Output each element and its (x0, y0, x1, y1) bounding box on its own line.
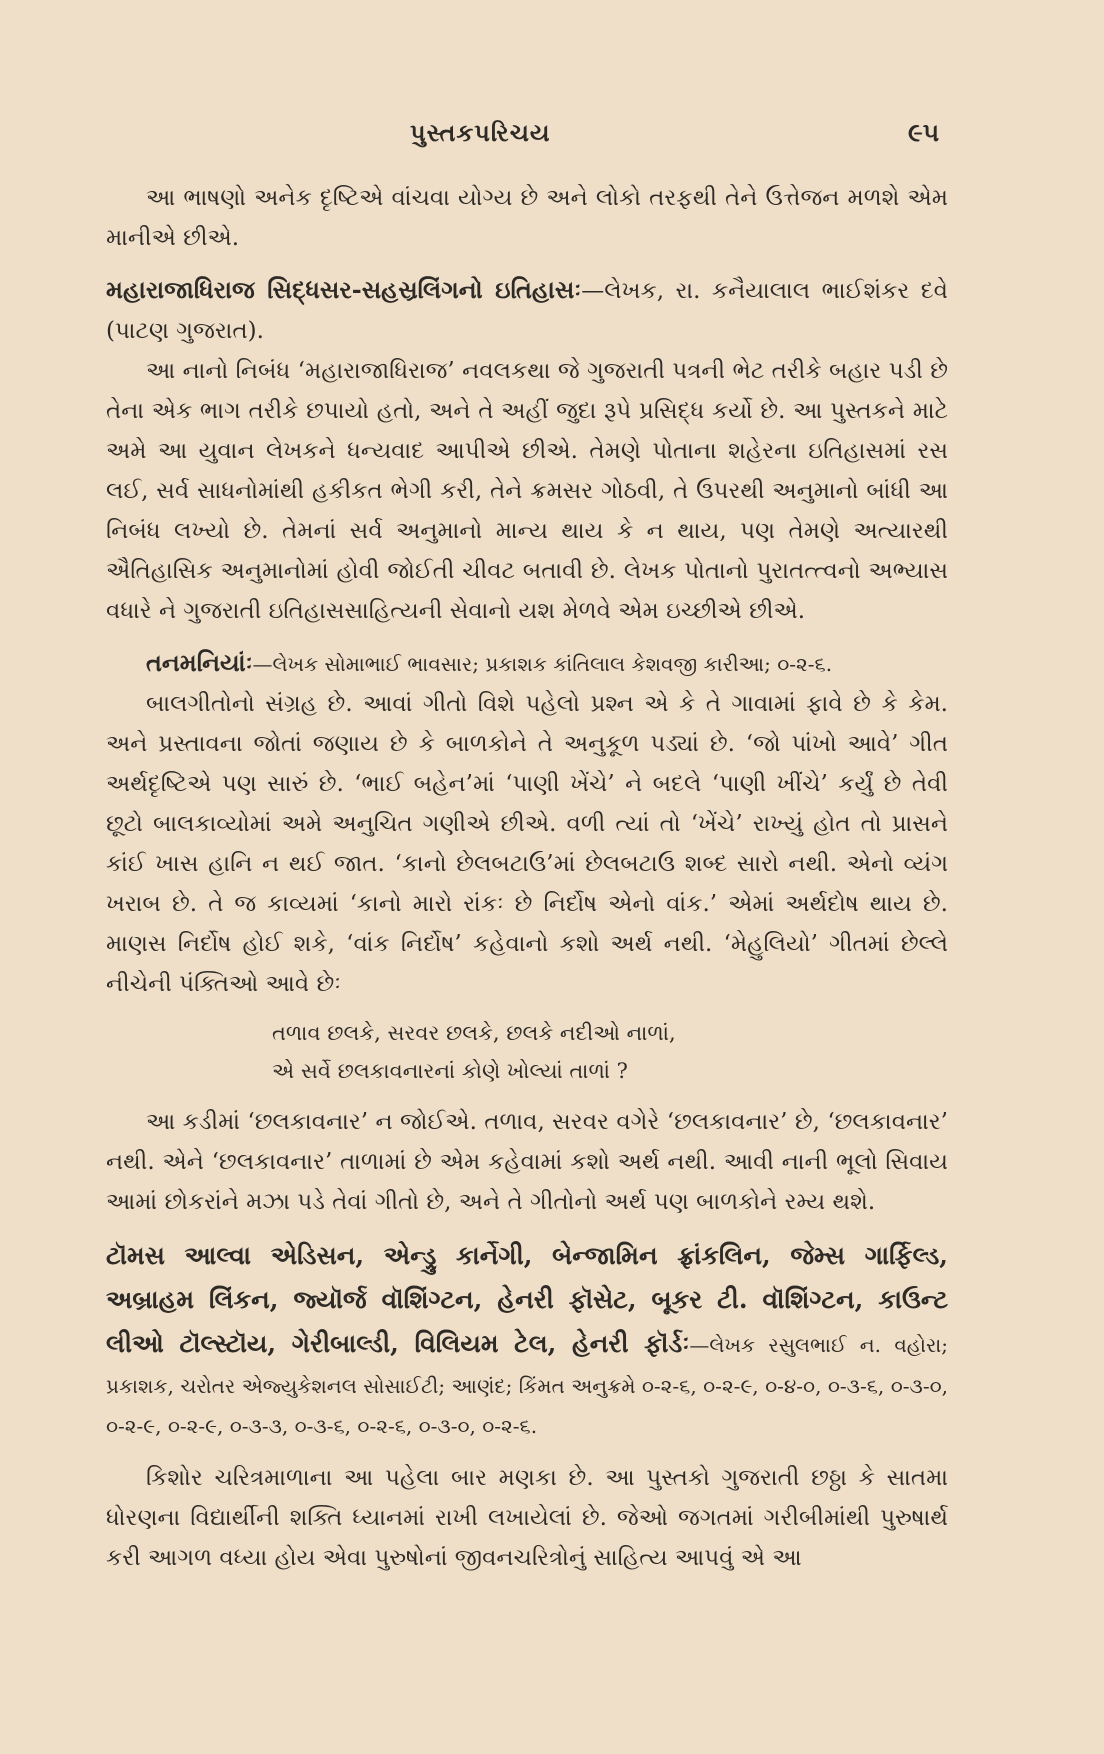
review-entry-heading (106, 1234, 948, 1446)
verse-line: તળાવ છલકે, સરવર છલકે, છલકે નદીઓ નાળાં, (272, 1021, 676, 1045)
book-title: તનમનિયાંઃ (146, 648, 253, 677)
quoted-verse (272, 1014, 948, 1090)
book-meta: —લેખક, રા. કનૈયાલાલ ભાઈશંકર દવે (પાટણ ગુજરાત). (106, 278, 948, 344)
review-paragraph: આ નાનો નિબંધ ‘મહારાજાધિરાજ’ નવલકથા જે ગુજરાતી પત્રની ભેટ તરીકે બહાર પડી છે તેના એક ભાગ તરીકે છપાયો હતો, અને તે અહીં જુદા રૂપે પ્રસિદ્ધ કર્યો છે. આ પુસ્તકને માટે અમે આ યુવાન લેખકને ધન્યવાદ આપીએ છીએ. તેમણે પોતાના શહેરના ઇતિહાસમાં રસ લઈ, સર્વ સાધનોમાંથી હકીકત ભેગી કરી, તેને ક્રમસર ગોઠવી, તે ઉપરથી અનુમાનો બાંધી આ નિબંધ લખ્યો છે. તેમનાં સર્વ અનુમાનો માન્ય થાય કે ન થાય, પણ તેમણે અત્યારથી ઐતિહાસિક અનુમાનોમાં હોવી જોઈતી ચીવટ બતાવી છે. લેખક પોતાનો પુરાતત્ત્વનો અભ્યાસ વધારે ને ગુજરાતી ઇતિહાસસાહિત્યની સેવાનો યશ મેળવે એમ ઇચ્છીએ છીએ. (106, 358, 948, 624)
page-header (0, 118, 1104, 158)
running-title: પુસ્તકપરિચય (410, 118, 551, 147)
intro-paragraph: આ ભાષણો અનેક દૃષ્ટિએ વાંચવા યોગ્ય છે અને લોકો તરફથી તેને ઉત્તેજન મળશે એમ માનીએ છીએ. (106, 185, 948, 251)
book-meta: —લેખક સોમાભાઈ ભાવસાર; પ્રકાશક કાંતિલાલ કેશવજી કારીઆ; ૦-૨-૬. (252, 652, 833, 676)
book-title: ટૉમસ આલ્વા એડિસન, એન્ડ્રુ કાર્નેગી, બેન્જામિન ફ્રાંકલિન, જેમ્સ ગાર્ફિલ્ડ, અબ્રાહમ લિંકન, જ્યૉર્જ વૉશિંગ્ટન, હેનરી ફૉસેટ, બૂકર ટી. વૉશિંગ્ટન, કાઉન્ટ લીઓ ટૉલ્સ્ટૉય, ગેરીબાલ્ડી, વિલિયમ ટેલ, હેનરી ફૉર્ડઃ (106, 1241, 948, 1358)
review-entry-heading (106, 270, 948, 351)
verse-line: એ સર્વે છલકાવનારનાં કોણે ખોલ્યાં તાળાં ? (272, 1059, 628, 1083)
review-paragraph: બાલગીતોનો સંગ્રહ છે. આવાં ગીતો વિશે પહેલો પ્રશ્ન એ કે તે ગાવામાં ફાવે છે કે કેમ. અને પ્રસ્તાવના જોતાં જણાય છે કે બાળકોને તે અનુકૂળ પડ્યાં છે. ‘જો પાંખો આવે’ ગીત અર્થદૃષ્ટિએ પણ સારું છે. ‘ભાઈ બહેન’માં ‘પાણી ખેંચે’ ને બદલે ‘પાણી ખીંચે’ કર્યું છે તેવી છૂટો બાલકાવ્યોમાં અમે અનુચિત ગણીએ છીએ. વળી ત્યાં તો ‘ખેંચે’ રાખ્યું હોત તો પ્રાસને કાંઈ ખાસ હાનિ ન થઈ જાત. ‘કાનો છેલબટાઉ’માં છેલબટાઉ શબ્દ સારો નથી. એનો વ્યંગ ખરાબ છે. તે જ કાવ્યમાં ‘કાનો મારો રાંકઃ છે નિર્દોષ એનો વાંક.’ એમાં અર્થદોષ થાય છે. માણસ નિર્દોષ હોઈ શકે, ‘વાંક નિર્દોષ’ કહેવાનો કશો અર્થ નથી. ‘મેહુલિયો’ ગીતમાં છેલ્લે નીચેની પંક્તિઓ આવે છેઃ (106, 691, 948, 997)
book-title: મહારાજાધિરાજ સિદ્ધસર-સહસ્રલિંગનો ઇતિહાસઃ (106, 275, 582, 304)
page-body (106, 178, 948, 1578)
page-number: ૯૫ (908, 118, 940, 147)
review-paragraph: કિશોર ચરિત્રમાળાના આ પહેલા બાર મણકા છે. આ પુસ્તકો ગુજરાતી છઠ્ઠા કે સાતમા ધોરણના વિદ્યાર્થીની શક્તિ ધ્યાનમાં રાખી લખાયેલાં છે. જેઓ જગતમાં ગરીબીમાંથી પુરુષાર્થ કરી આગળ વધ્યા હોય એવા પુરુષોનાં જીવનચરિત્રોનું સાહિત્ય આપવું એ આ (106, 1465, 948, 1571)
book-meta: —લેખક રસુલભાઈ ન. વહોરા; પ્રકાશક, ચરોતર એજ્યુકેશનલ સોસાઈટી; આણંદ; કિંમત અનુક્રમે ૦-૨-૬, ૦-૨-૯, ૦-૪-૦, ૦-૩-૬, ૦-૩-૦, ૦-૨-૯, ૦-૨-૯, ૦-૩-૩, ૦-૩-૬, ૦-૨-૬, ૦-૩-૦, ૦-૨-૬. (106, 1333, 948, 1438)
review-entry-heading (106, 643, 948, 684)
review-paragraph: આ કડીમાં ‘છલકાવનાર’ ન જોઈએ. તળાવ, સરવર વગેરે ‘છલકાવનાર’ છે, ‘છલકાવનાર’ નથી. એને ‘છલકાવનાર’ તાળામાં છે એમ કહેવામાં કશો અર્થ નથી. આવી નાની ભૂલો સિવાય આમાં છોકરાંને મઝા પડે તેવાં ગીતો છે, અને તે ગીતોનો અર્થ પણ બાળકોને રમ્ય થશે. (106, 1109, 948, 1215)
